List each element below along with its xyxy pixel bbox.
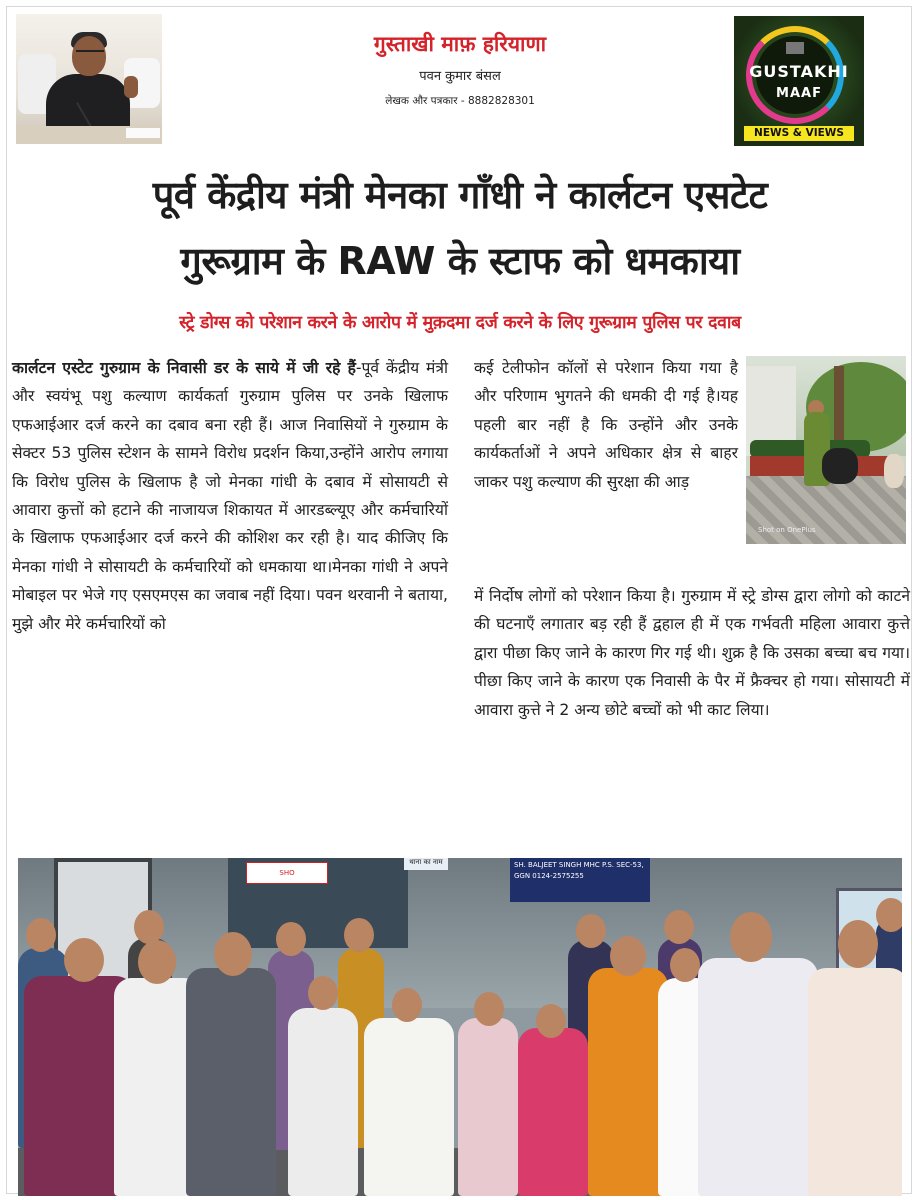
protest-group-photo	[18, 858, 902, 1196]
article-lead: कार्लटन एस्टेट गुरुग्राम के निवासी डर के साये में जी रहे हैं	[12, 359, 356, 377]
woman-with-dogs-photo	[746, 356, 906, 544]
article-right-bottom: में निर्दोष लोगों को परेशान किया है। गुरुग्राम में स्ट्रे डोग्स द्वारा लोगो को काटने की घटनाएँ लगातार बड़ रही हैं द्वहाल ही में एक गर्भवती महिला आवारा कुत्ते द्वारा पीछा किए जाने के कारण गिर गई थी। शुक्र है कि उसका बच्चा बच गया। पीछा किए जाने के कारण एक निवासी के पैर में फ्रैक्चर हो गया। सोसायटी में आवारा कुत्ते ने 2 अन्य छोटे बच्चों को भी काट लिया।	[474, 587, 910, 719]
logo-tagline: NEWS & VIEWS	[744, 126, 854, 141]
author-name: पवन कुमार बंसल	[419, 69, 501, 84]
station-board-small: थाना का नाम	[404, 858, 448, 870]
author-contact: लेखक और पत्रकार - 8882828301	[385, 95, 535, 107]
headline	[0, 162, 920, 294]
logo-line2: MAAF	[776, 86, 822, 101]
article-left-body: -पूर्व केंद्रीय मंत्री और स्वयंभू पशु कल्याण कार्यकर्ता गुरुग्राम पुलिस पर उनके खिलाफ एफआईआर दर्ज करने का दबाव बना रही हैं। आज निवासियों ने गुरुग्राम के सेक्टर 53 पुलिस स्टेशन के सामने विरोध प्रदर्शन किया,उन्होंने आरोप लगाया कि विरोध पुलिस के खिलाफ है जो मेनका गांधी के दबाव में सोसायटी से आवारा कुत्तों को हटाने की नाजायज शिकायत में आरडब्ल्यूए और कर्मचारियों के खिलाफ एफआईआर दर्ज करने की कोशिश कर रही है। याद कीजिए कि मेनका गांधी ने सोसायटी के कर्मचारियों को धमकाया था।मेनका गांधी ने अपने मोबाइल पर भेजे गए एसएमएस का जवाब नहीं दिया। पवन थरवानी ने बताया, मुझे और मेरे कर्मचारियों को	[12, 359, 448, 633]
masthead	[300, 30, 620, 108]
article-left-column	[12, 354, 448, 638]
station-board-blue: SH. BALJEET SINGH MHC P.S. SEC-53, GGN 0124-2575255	[510, 858, 650, 902]
photo-watermark: Shot on OnePlus	[758, 526, 816, 534]
headline-line2: गुरूग्राम के RAW के स्टाफ को धमकाया	[180, 239, 740, 283]
logo-line1: GUSTAKHI	[749, 62, 849, 81]
article-right-top: कई टेलीफोन कॉलों से परेशान किया गया है और परिणाम भुगतने की धमकी दी गई है।यह पहली बार नहीं है कि उन्होंने और उनके कार्यकर्ताओं ने अपने अधिकार क्षेत्र से बाहर जाकर पशु कल्याण की सुरक्षा की आड़	[474, 359, 738, 491]
headline-line1: पूर्व केंद्रीय मंत्री मेनका गाँधी ने कार्लटन एसटेट	[152, 173, 768, 217]
brand-name: गुस्ताखी माफ़ हरियाणा	[373, 32, 547, 56]
station-board-red: SHO	[246, 862, 328, 884]
gustakhi-maaf-logo	[734, 16, 864, 146]
subheadline: स्ट्रे डोग्स को परेशान करने के आरोप में मुक़दमा दर्ज करने के लिए गुरूग्राम पुलिस पर दवाब	[179, 313, 741, 333]
author-photo	[16, 14, 162, 144]
